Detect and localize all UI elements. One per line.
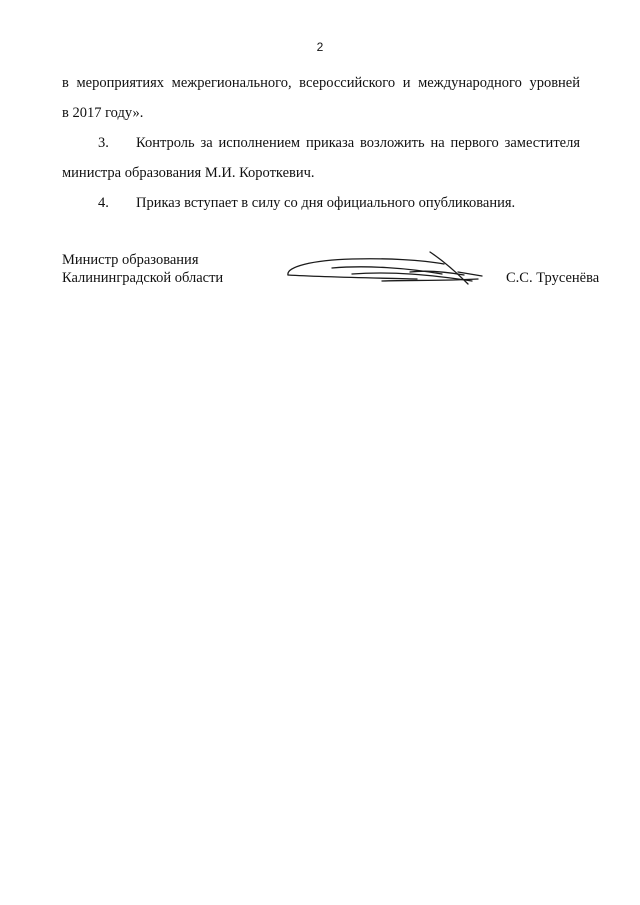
item-3-number: 3. (98, 135, 109, 151)
item-4 (62, 188, 580, 218)
item-3-text-line-2: министра образования М.И. Короткевич. (62, 165, 315, 181)
item-4-text: Приказ вступает в силу со дня официального опубликования. (136, 195, 516, 211)
item-3-line-1 (62, 128, 580, 158)
item-4-number: 4. (98, 195, 109, 211)
signatory-position-line-1: Министр образования (62, 252, 199, 268)
signatory-name: С.С. Трусенёва (506, 270, 600, 286)
signatory-position-line-2: Калининградской области (62, 270, 224, 286)
item-3-text-line-1: Контроль за исполнением приказа возложить на первого заместителя (136, 135, 580, 151)
page-number: 2 (316, 40, 324, 54)
paragraph-continuation-line-2: в 2017 году». (62, 105, 144, 121)
handwritten-signature (282, 244, 492, 292)
signatory-position (62, 251, 223, 287)
paragraph-continuation-line-1: в мероприятиях межрегионального, всероссийского и международного уровней (62, 75, 580, 91)
